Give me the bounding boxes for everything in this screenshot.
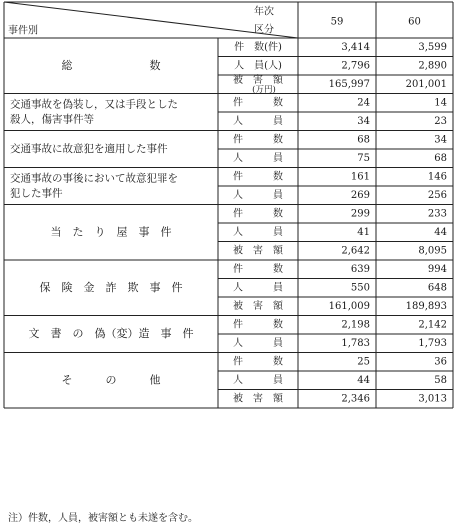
- value-59: 2,198: [341, 319, 370, 331]
- value-60: 201,001: [405, 78, 447, 90]
- category-name: 保 険 金 詐 欺 事 件: [39, 280, 183, 294]
- item-label: 件 数: [233, 171, 283, 183]
- category-name: そ の 他: [61, 373, 161, 387]
- value-60: 256: [427, 189, 447, 201]
- value-60: 994: [427, 263, 447, 275]
- category-name: 当 た り 屋 事 件: [50, 225, 172, 239]
- item-label: 人 員: [233, 115, 283, 127]
- header-jikenbetsu: 事件別: [8, 25, 38, 37]
- value-60: 34: [434, 134, 447, 146]
- table-footnote: 注）件数，人員，被害額とも未遂を含む。: [8, 513, 198, 524]
- value-60: 1,793: [418, 337, 447, 349]
- item-label: 被 害 額: [233, 300, 283, 312]
- value-59: 44: [357, 374, 370, 386]
- value-59: 165,997: [328, 78, 370, 90]
- value-59: 2,642: [341, 245, 370, 257]
- value-59: 24: [357, 97, 370, 109]
- value-60: 146: [427, 171, 447, 183]
- value-59: 3,414: [341, 41, 370, 53]
- category-name: 犯した事件: [10, 187, 63, 200]
- item-label: 被 害 額: [233, 393, 283, 405]
- value-60: 58: [434, 374, 447, 386]
- header-year-59: 59: [330, 16, 344, 28]
- item-label: 件 数: [233, 97, 283, 109]
- item-label: 被 害 額: [233, 74, 283, 86]
- item-label: 件 数: [233, 319, 283, 331]
- item-label: 人 員: [233, 226, 283, 238]
- category-name: 殺人，傷害事件等: [10, 113, 94, 126]
- value-59: 1,783: [341, 337, 370, 349]
- category-name: 文 書 の 偽（変）造 事 件: [28, 327, 194, 340]
- value-59: 269: [350, 189, 370, 201]
- value-59: 75: [357, 152, 370, 164]
- value-60: 3,599: [418, 41, 447, 53]
- value-60: 2,890: [418, 60, 447, 72]
- value-60: 2,142: [418, 319, 447, 331]
- item-label: 被 害 額: [233, 245, 283, 257]
- item-label: 人 員: [233, 152, 283, 164]
- value-59: 299: [350, 208, 370, 220]
- item-label: 件 数: [233, 263, 283, 275]
- item-label: 件 数: [233, 356, 283, 368]
- value-59: 41: [357, 226, 370, 238]
- value-60: 189,893: [405, 300, 447, 312]
- category-name: 交通事故を偽装し，又は手段とした: [10, 98, 178, 111]
- item-label: 件 数(件): [234, 41, 282, 53]
- item-label: 人 員: [233, 337, 283, 349]
- value-59: 161,009: [328, 300, 370, 312]
- value-59: 161: [350, 171, 370, 183]
- item-sublabel: (万円): [252, 84, 276, 95]
- value-60: 23: [434, 115, 447, 127]
- category-name: 交通事故に故意犯を適用した事件: [10, 143, 168, 155]
- value-59: 34: [357, 115, 370, 127]
- value-60: 14: [434, 97, 447, 109]
- item-label: 人 員: [233, 282, 283, 294]
- header-kubun: 区分: [254, 24, 274, 36]
- value-59: 25: [357, 356, 370, 368]
- value-59: 639: [350, 263, 370, 275]
- value-59: 2,796: [341, 60, 370, 72]
- value-59: 2,346: [341, 393, 370, 405]
- item-label: 件 数: [233, 208, 283, 220]
- item-label: 人 員: [233, 374, 283, 386]
- category-name: 交通事故の事後において故意犯罪を: [10, 172, 178, 185]
- category-name: 総 数: [61, 58, 161, 72]
- item-label: 人 員(人): [234, 60, 282, 72]
- value-60: 8,095: [418, 245, 447, 257]
- value-60: 233: [427, 208, 447, 220]
- item-label: 人 員: [233, 189, 283, 201]
- item-label: 件 数: [233, 134, 283, 146]
- header-nenji: 年次: [254, 6, 274, 18]
- value-60: 68: [434, 152, 447, 164]
- value-60: 36: [434, 356, 447, 368]
- value-59: 68: [357, 134, 370, 146]
- header-year-60: 60: [408, 16, 421, 28]
- value-59: 550: [350, 282, 370, 294]
- value-60: 648: [427, 282, 447, 294]
- value-60: 3,013: [418, 393, 447, 405]
- value-60: 44: [434, 226, 447, 238]
